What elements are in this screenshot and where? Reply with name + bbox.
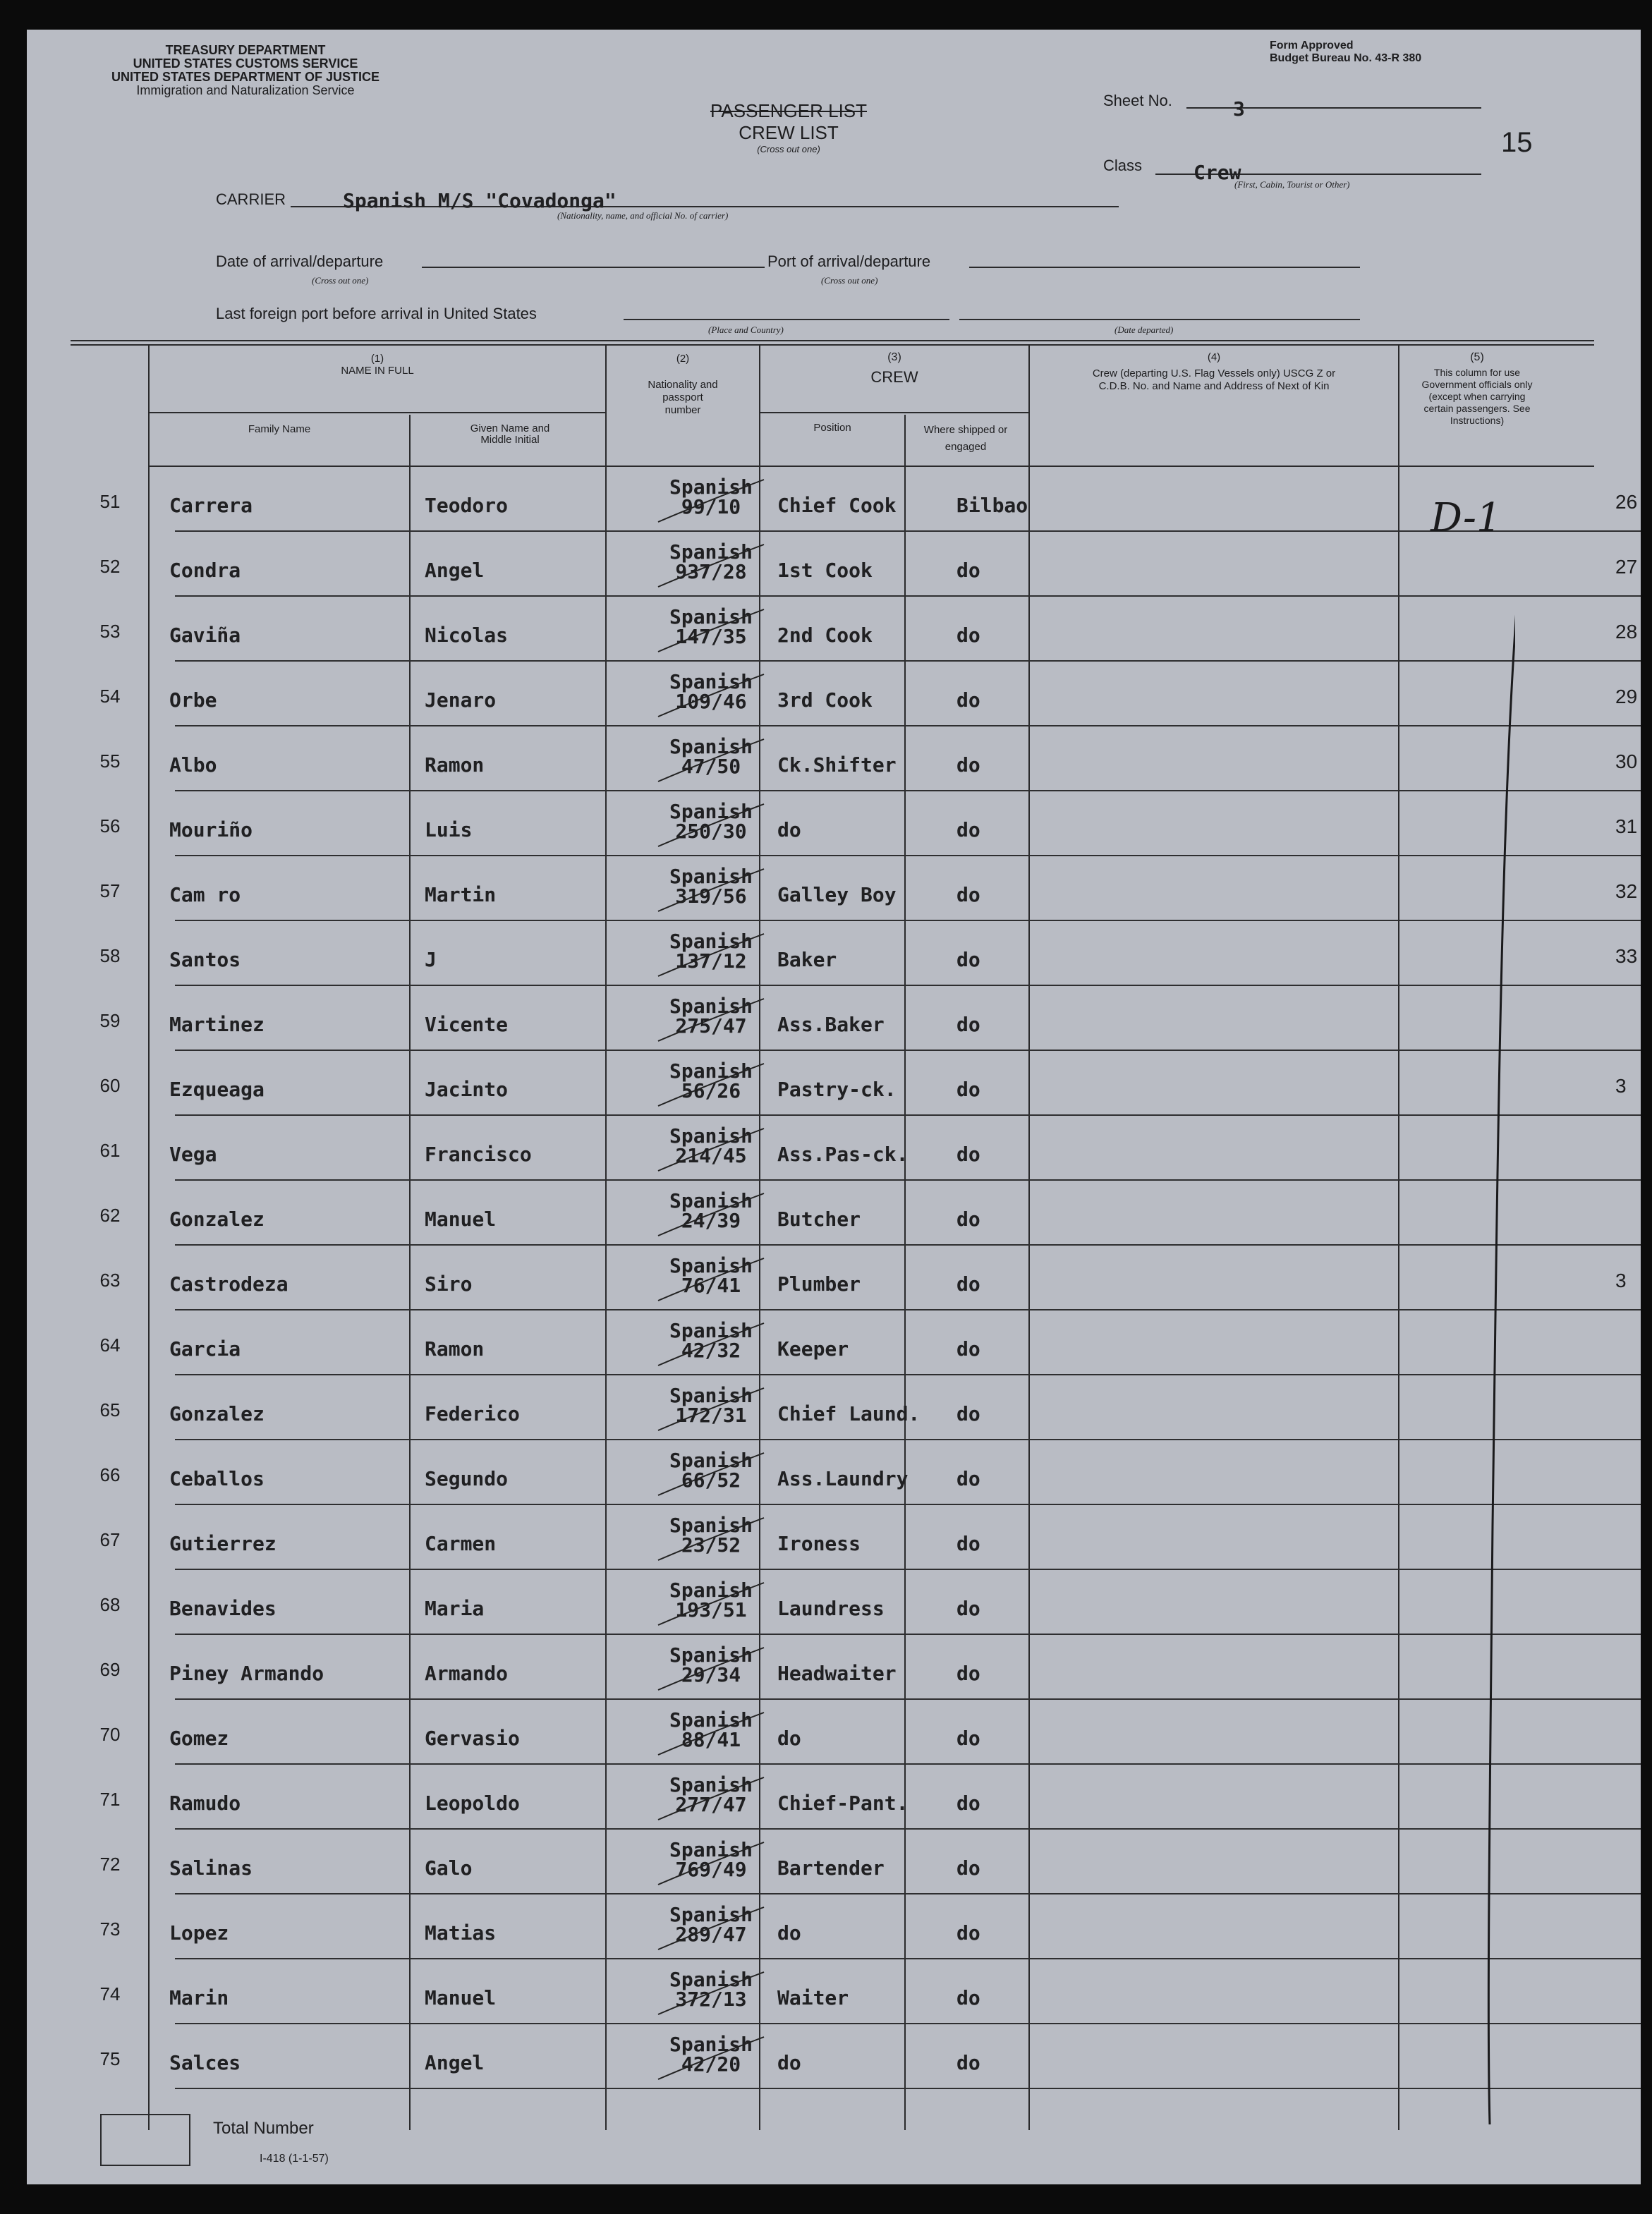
nationality: Spanish: [669, 475, 753, 499]
crew-position: Bartender: [777, 1856, 885, 1880]
passport-number: 769/49: [675, 1858, 747, 1881]
carrier-value: Spanish M/S "Covadonga": [343, 189, 617, 212]
strike-mark: [651, 732, 771, 789]
table-row: [27, 986, 1641, 1051]
strike-mark: [651, 1316, 771, 1373]
col3-position-header: Position: [813, 422, 851, 434]
col3-number: (3): [887, 351, 901, 363]
family-name: Salinas: [169, 1856, 253, 1880]
col2-number: (2): [676, 353, 690, 365]
table-row: [27, 1830, 1641, 1894]
table-row: [27, 1570, 1641, 1635]
given-name: Galo: [425, 1856, 473, 1880]
crew-position: Chief Laund.: [777, 1402, 921, 1425]
shipped-where: do: [956, 1532, 980, 1555]
crew-position: Headwaiter: [777, 1662, 897, 1685]
shipped-where: do: [956, 1337, 980, 1361]
table-row: [27, 532, 1641, 597]
family-name: Gonzalez: [169, 1402, 265, 1425]
passport-number: 937/28: [675, 560, 747, 583]
crew-position: do: [777, 2051, 801, 2074]
crew-position: Ass.Pas-ck.: [777, 1143, 909, 1166]
row-number: 68: [99, 1594, 121, 1615]
nationality: Spanish: [669, 1708, 753, 1732]
col5-header: [1399, 351, 1555, 427]
table-row: [27, 1310, 1641, 1375]
crew-position: Butcher: [777, 1208, 861, 1231]
strike-mark: [651, 667, 771, 724]
strike-mark: [651, 1511, 771, 1567]
table-row: [27, 1765, 1641, 1830]
passport-number: 172/31: [675, 1404, 747, 1427]
passport-number: 23/52: [681, 1533, 741, 1557]
family-name: Orbe: [169, 688, 217, 712]
passport-number: 277/47: [675, 1793, 747, 1816]
page-number: 15: [1501, 127, 1533, 158]
passport-number: 275/47: [675, 1014, 747, 1038]
family-name: Martinez: [169, 1013, 265, 1036]
crew-position: do: [777, 1727, 801, 1750]
strike-mark: [651, 1770, 771, 1827]
form-id: I-418 (1-1-57): [260, 2153, 329, 2165]
given-name: Angel: [425, 2051, 485, 2074]
family-name: Gomez: [169, 1727, 229, 1750]
table-row: [27, 1894, 1641, 1959]
given-name: Nicolas: [425, 624, 509, 647]
shipped-where: do: [956, 624, 980, 647]
table-row: [27, 662, 1641, 726]
row-number: 54: [99, 686, 121, 707]
crew-position: Chief Cook: [777, 494, 897, 517]
table-row: [27, 921, 1641, 986]
passport-number: 319/56: [675, 884, 747, 908]
given-name: Manuel: [425, 1208, 497, 1231]
family-name: Condra: [169, 559, 241, 582]
given-name: Manuel: [425, 1986, 497, 2009]
nationality: Spanish: [669, 1579, 753, 1602]
passport-number: 147/35: [675, 625, 747, 648]
side-number: 32: [1615, 880, 1638, 902]
family-name: Cam ro: [169, 883, 241, 906]
given-name: Jenaro: [425, 688, 497, 712]
crew-position: Ck.Shifter: [777, 753, 897, 777]
table-row: [27, 726, 1641, 791]
row-number: 66: [99, 1464, 121, 1485]
strike-mark: [651, 992, 771, 1048]
family-name: Gaviña: [169, 624, 241, 647]
family-name: Lopez: [169, 1921, 229, 1945]
given-name: Angel: [425, 559, 485, 582]
side-number: 26: [1615, 491, 1638, 513]
family-name: Garcia: [169, 1337, 241, 1361]
carrier-label: CARRIER: [216, 190, 286, 208]
strike-mark: [651, 1251, 771, 1308]
col1-family-header: Family Name: [248, 423, 311, 435]
crew-table-body: [27, 467, 1641, 2089]
shipped-where: do: [956, 1792, 980, 1815]
table-row: [27, 1505, 1641, 1570]
given-name: Carmen: [425, 1532, 497, 1555]
given-name: Luis: [425, 818, 473, 841]
given-name: Ramon: [425, 753, 485, 777]
table-row: [27, 1375, 1641, 1440]
given-name: Leopoldo: [425, 1792, 520, 1815]
table-row: [27, 1700, 1641, 1765]
crew-position: Ironess: [777, 1532, 861, 1555]
nationality: Spanish: [669, 1319, 753, 1342]
family-name: Gonzalez: [169, 1208, 265, 1231]
passport-number: 76/41: [681, 1274, 741, 1297]
table-row: [27, 1051, 1641, 1116]
row-number: 57: [99, 880, 121, 901]
table-row: [27, 1959, 1641, 2024]
row-number: 51: [99, 491, 121, 512]
shipped-where: do: [956, 1662, 980, 1685]
nationality: Spanish: [669, 1449, 753, 1472]
agency-line-4: Immigration and Naturalization Service: [136, 83, 355, 97]
last-port-label: Last foreign port before arrival in United States: [216, 305, 537, 322]
row-number: 61: [99, 1140, 121, 1161]
given-name: Gervasio: [425, 1727, 520, 1750]
family-name: Mouriño: [169, 818, 253, 841]
row-number: 73: [99, 1918, 121, 1940]
nationality: Spanish: [669, 865, 753, 888]
nationality: Spanish: [669, 1124, 753, 1148]
crew-position: 2nd Cook: [777, 624, 873, 647]
class-value: Crew: [1194, 161, 1241, 184]
family-name: Ceballos: [169, 1467, 265, 1490]
passport-number: 250/30: [675, 820, 747, 843]
row-number: 74: [99, 1983, 121, 2005]
col5-number: (5): [1470, 351, 1484, 363]
form-approved-line-1: Form Approved: [1270, 39, 1354, 51]
nationality: Spanish: [669, 930, 753, 953]
family-name: Benavides: [169, 1597, 277, 1620]
given-name: Vicente: [425, 1013, 509, 1036]
passenger-list-title: PASSENGER LIST: [710, 100, 868, 121]
row-number: 59: [99, 1010, 121, 1031]
given-name: Armando: [425, 1662, 509, 1685]
family-name: Ezqueaga: [169, 1078, 265, 1101]
col2-title: Nationality and passport number: [648, 379, 718, 416]
last-port-note-date: (Date departed): [1115, 324, 1174, 335]
form-approved-line-2: Budget Bureau No. 43-R 380: [1270, 52, 1422, 64]
title-note: (Cross out one): [757, 144, 820, 154]
shipped-where: do: [956, 753, 980, 777]
col4-header: [1030, 351, 1398, 393]
crew-position: Galley Boy: [777, 883, 897, 906]
row-number: 53: [99, 621, 121, 642]
row-rule: [175, 2088, 1641, 2089]
strike-mark: [651, 1057, 771, 1113]
shipped-where: do: [956, 1856, 980, 1880]
row-number: 69: [99, 1659, 121, 1680]
family-name: Castrodeza: [169, 1272, 289, 1296]
nationality: Spanish: [669, 735, 753, 758]
family-name: Gutierrez: [169, 1532, 277, 1555]
nationality: Spanish: [669, 1254, 753, 1277]
side-number: 29: [1615, 686, 1638, 707]
shipped-where: do: [956, 948, 980, 971]
family-name: Piney Armando: [169, 1662, 324, 1685]
family-name: Ramudo: [169, 1792, 241, 1815]
table-row: [27, 1116, 1641, 1181]
given-name: Siro: [425, 1272, 473, 1296]
family-name: Carrera: [169, 494, 253, 517]
shipped-where: do: [956, 1986, 980, 2009]
total-number-label: Total Number: [213, 2119, 314, 2138]
date-arrival-label: Date of arrival/departure: [216, 253, 384, 270]
given-name: Segundo: [425, 1467, 509, 1490]
shipped-where: do: [956, 1208, 980, 1231]
nationality: Spanish: [669, 995, 753, 1018]
shipped-where: do: [956, 1727, 980, 1750]
crew-position: Waiter: [777, 1986, 849, 2009]
row-number: 71: [99, 1789, 121, 1810]
shipped-where: do: [956, 1467, 980, 1490]
official-annotation: D-1: [1431, 495, 1502, 541]
annotation-line: [1459, 537, 1515, 2131]
nationality: Spanish: [669, 1903, 753, 1926]
class-note: (First, Cabin, Tourist or Other): [1234, 179, 1350, 190]
nationality: Spanish: [669, 1838, 753, 1861]
given-name: J: [425, 948, 437, 971]
table-row: [27, 597, 1641, 662]
row-number: 65: [99, 1399, 121, 1421]
passport-number: 24/39: [681, 1209, 741, 1232]
strike-mark: [651, 1576, 771, 1632]
row-number: 64: [99, 1334, 121, 1356]
passport-number: 109/46: [675, 690, 747, 713]
passport-number: 372/13: [675, 1988, 747, 2011]
row-number: 72: [99, 1854, 121, 1875]
port-arrival-note: (Cross out one): [821, 275, 878, 286]
strike-mark: [651, 1121, 771, 1178]
class-label: Class: [1103, 157, 1143, 174]
nationality: Spanish: [669, 2033, 753, 2056]
passport-number: 99/10: [681, 495, 741, 518]
nationality: Spanish: [669, 605, 753, 628]
side-number: 33: [1615, 945, 1638, 967]
carrier-note: (Nationality, name, and official No. of carrier): [557, 210, 729, 221]
shipped-where: do: [956, 559, 980, 582]
passport-number: 214/45: [675, 1144, 747, 1167]
given-name: Federico: [425, 1402, 520, 1425]
given-name: Martin: [425, 883, 497, 906]
col4-number: (4): [1207, 351, 1221, 363]
table-row: [27, 2024, 1641, 2089]
col5-title: This column for use Government officials only (except when carrying certain passengers. See Instructions): [1421, 367, 1533, 426]
nationality: Spanish: [669, 1514, 753, 1537]
table-row: [27, 1635, 1641, 1700]
table-row: [27, 1246, 1641, 1310]
strike-mark: [651, 1186, 771, 1243]
table-row: [27, 1440, 1641, 1505]
last-port-note-place: (Place and Country): [708, 324, 784, 335]
family-name: Salces: [169, 2051, 241, 2074]
crew-position: Plumber: [777, 1272, 861, 1296]
col3-title: CREW: [870, 368, 918, 386]
strike-mark: [651, 473, 771, 529]
strike-mark: [651, 797, 771, 853]
sheet-value: 3: [1233, 97, 1245, 121]
passport-number: 29/34: [681, 1663, 741, 1686]
shipped-where: do: [956, 1921, 980, 1945]
row-number: 62: [99, 1205, 121, 1226]
strike-mark: [651, 1835, 771, 1892]
family-name: Santos: [169, 948, 241, 971]
passport-number: 66/52: [681, 1468, 741, 1492]
strike-mark: [651, 1900, 771, 1957]
row-number: 70: [99, 1724, 121, 1745]
family-name: Albo: [169, 753, 217, 777]
passport-number: 42/32: [681, 1339, 741, 1362]
side-number: 3: [1615, 1270, 1627, 1291]
strike-mark: [651, 862, 771, 918]
nationality: Spanish: [669, 540, 753, 564]
list-title: [683, 100, 894, 154]
nationality: Spanish: [669, 1059, 753, 1083]
row-number: 55: [99, 750, 121, 772]
passport-number: 193/51: [675, 1598, 747, 1622]
passport-number: 289/47: [675, 1923, 747, 1946]
shipped-where: do: [956, 688, 980, 712]
family-name: Marin: [169, 1986, 229, 2009]
family-name: Vega: [169, 1143, 217, 1166]
strike-mark: [651, 1446, 771, 1502]
side-number: 30: [1615, 750, 1638, 772]
row-number: 75: [99, 2048, 121, 2069]
nationality: Spanish: [669, 800, 753, 823]
crew-position: 1st Cook: [777, 559, 873, 582]
col1-title: NAME IN FULL: [341, 365, 414, 377]
given-name: Francisco: [425, 1143, 532, 1166]
row-number: 58: [99, 945, 121, 966]
date-arrival-note: (Cross out one): [312, 275, 369, 286]
sheet-label: Sheet No.: [1103, 92, 1172, 109]
given-name: Teodoro: [425, 494, 509, 517]
row-number: 60: [99, 1075, 121, 1096]
table-row: [27, 467, 1641, 532]
shipped-where: do: [956, 1402, 980, 1425]
agency-line-3: UNITED STATES DEPARTMENT OF JUSTICE: [111, 70, 379, 84]
port-arrival-label: Port of arrival/departure: [767, 253, 931, 270]
passport-number: 88/41: [681, 1728, 741, 1751]
nationality: Spanish: [669, 1643, 753, 1667]
passport-number: 56/26: [681, 1079, 741, 1102]
row-number: 52: [99, 556, 121, 577]
total-number-box: [100, 2114, 190, 2166]
table-row: [27, 856, 1641, 921]
shipped-where: do: [956, 2051, 980, 2074]
crew-position: do: [777, 1921, 801, 1945]
col1-header: [150, 353, 605, 377]
crew-position: Ass.Baker: [777, 1013, 885, 1036]
col1-given-header: Given Name and Middle Initial: [470, 422, 550, 446]
crew-position: 3rd Cook: [777, 688, 873, 712]
given-name: Maria: [425, 1597, 485, 1620]
table-row: [27, 791, 1641, 856]
shipped-where: do: [956, 818, 980, 841]
side-number: 31: [1615, 815, 1638, 837]
crew-position: Laundress: [777, 1597, 885, 1620]
document-page: [27, 30, 1641, 2184]
passport-number: 137/12: [675, 949, 747, 973]
shipped-where: do: [956, 1013, 980, 1036]
shipped-where: do: [956, 883, 980, 906]
row-number: 56: [99, 815, 121, 837]
nationality: Spanish: [669, 670, 753, 693]
crew-position: Ass.Laundry: [777, 1467, 909, 1490]
crew-position: Chief-Pant.: [777, 1792, 909, 1815]
strike-mark: [651, 1641, 771, 1697]
crew-position: Keeper: [777, 1337, 849, 1361]
crew-position: Baker: [777, 948, 837, 971]
form-approved: [1270, 39, 1421, 65]
shipped-where: do: [956, 1272, 980, 1296]
shipped-where: do: [956, 1078, 980, 1101]
col3-where-header: Where shipped or engaged: [923, 424, 1008, 453]
shipped-where: Bilbao: [956, 494, 1028, 517]
given-name: Ramon: [425, 1337, 485, 1361]
agency-block: [69, 44, 422, 97]
side-number: 27: [1615, 556, 1638, 578]
crew-position: Pastry-ck.: [777, 1078, 897, 1101]
strike-mark: [651, 2030, 771, 2086]
row-number: 63: [99, 1270, 121, 1291]
given-name: Matias: [425, 1921, 497, 1945]
strike-mark: [651, 1965, 771, 2021]
crew-position: do: [777, 818, 801, 841]
given-name: Jacinto: [425, 1078, 509, 1101]
shipped-where: do: [956, 1143, 980, 1166]
col3-header: [760, 351, 1028, 387]
col1-number: (1): [370, 353, 384, 365]
nationality: Spanish: [669, 1384, 753, 1407]
strike-mark: [651, 537, 771, 594]
table-row: [27, 1181, 1641, 1246]
passport-number: 47/50: [681, 755, 741, 778]
shipped-where: do: [956, 1597, 980, 1620]
col2-header: [607, 353, 759, 417]
nationality: Spanish: [669, 1968, 753, 1991]
crew-list-title: CREW LIST: [739, 122, 839, 143]
strike-mark: [651, 1705, 771, 1762]
nationality: Spanish: [669, 1189, 753, 1212]
col4-title: Crew (departing U.S. Flag Vessels only) USCG Z or C.D.B. No. and Name and Address of Next of Kin: [1092, 367, 1336, 392]
agency-line-1: TREASURY DEPARTMENT: [165, 43, 326, 57]
passport-number: 42/20: [681, 2052, 741, 2076]
row-number: 67: [99, 1529, 121, 1550]
strike-mark: [651, 1381, 771, 1437]
side-number: 28: [1615, 621, 1638, 643]
strike-mark: [651, 602, 771, 659]
agency-line-2: UNITED STATES CUSTOMS SERVICE: [133, 56, 358, 71]
strike-mark: [651, 927, 771, 983]
side-number: 3: [1615, 1075, 1627, 1097]
nationality: Spanish: [669, 1773, 753, 1796]
